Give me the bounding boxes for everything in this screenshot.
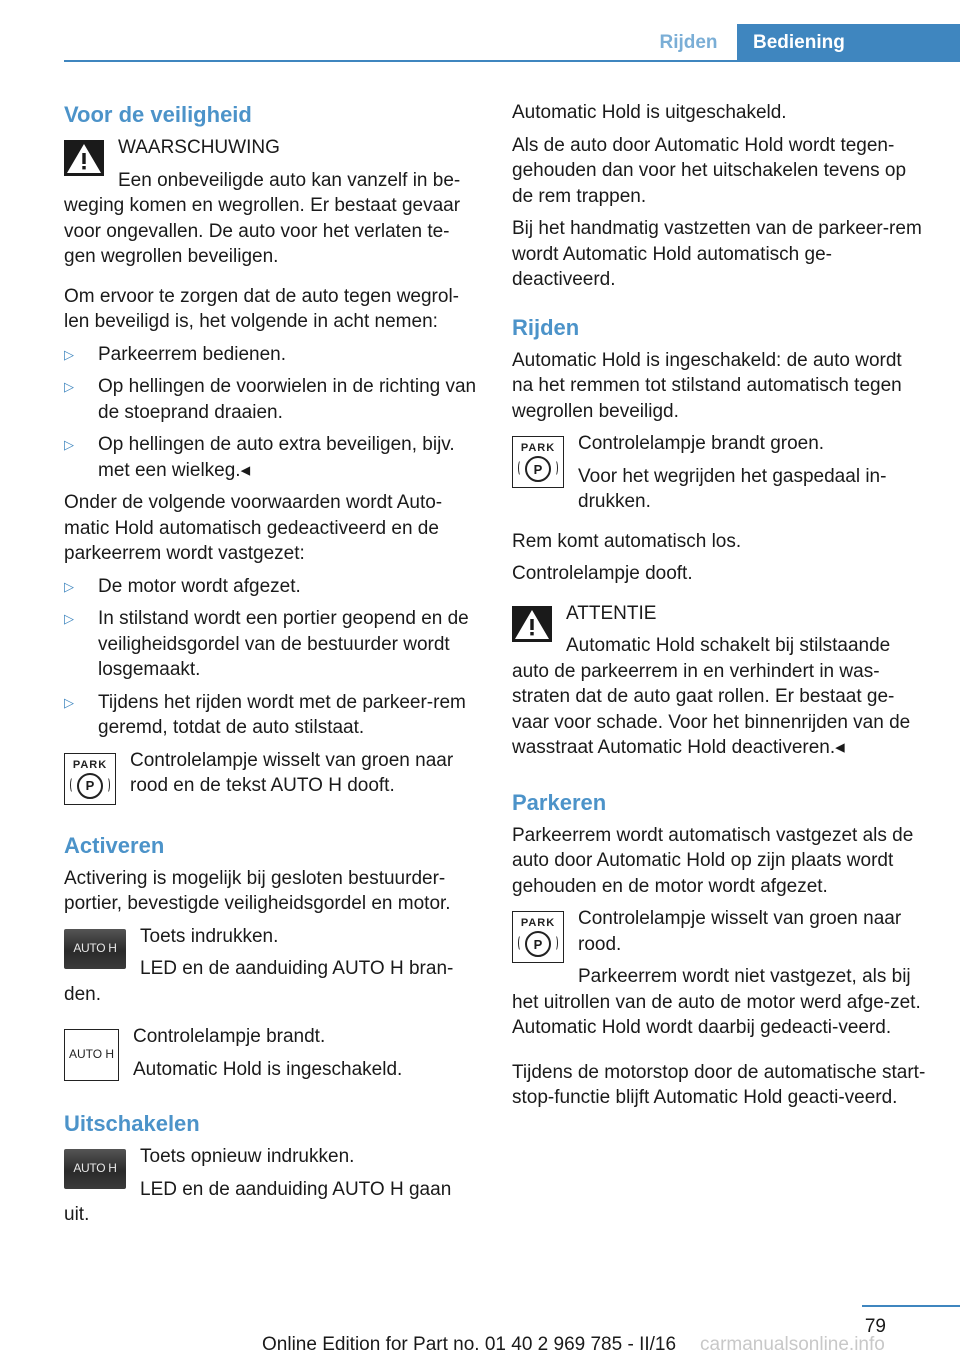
park-lamp-1: Controlelampje wisselt van groen naar rood. bbox=[578, 908, 902, 955]
lamp-switch-block bbox=[64, 748, 478, 811]
chapter-tab: Rijden bbox=[659, 32, 718, 53]
auto-h-button-icon: AUTO H bbox=[64, 929, 126, 969]
bullet-icon: ▷ bbox=[64, 346, 74, 362]
measures-list bbox=[64, 342, 478, 484]
list-item: ▷ In stilstand wordt een portier geopend en de veiligheidsgordel van de bestuurder wordt losgemaakt. bbox=[64, 608, 469, 680]
attention-text: Automatic Hold schakelt bij stilstaande auto de parkeerrem in en verhindert in was-straten dat de auto gaat rollen. Er bestaat ge-vaar voor schade. Voor het binnenrijden van de wasstraat Automatic Hold deactiveren.◂ bbox=[512, 635, 911, 758]
park-brake-lamp-icon: PARK P bbox=[512, 436, 564, 488]
conditions-intro: Onder de volgende voorwaarden wordt Auto-matic Hold automatisch gedeactiveerd en de parkeerrem wordt vastgezet: bbox=[64, 492, 443, 564]
list-item: ▷ Op hellingen de auto extra beveiligen, bijv. met een wielkeg.◂ bbox=[64, 434, 455, 481]
park-brake-lamp-icon: PARK P bbox=[64, 753, 116, 805]
activate-intro: Activering is mogelijk bij gesloten bestuurder-portier, bevestigde veiligheidsgordel en motor. bbox=[64, 867, 451, 914]
off-hold-text: Als de auto door Automatic Hold wordt tegen-gehouden dan voor het uitschakelen tevens op de rem trappen. bbox=[512, 134, 907, 207]
conditions-list bbox=[64, 574, 478, 741]
park-text: Parkeerrem wordt automatisch vastgezet als de auto door Automatic Hold op zijn plaats wordt gehouden en de motor wordt afgezet. bbox=[512, 824, 914, 897]
heading-activate: Activeren bbox=[64, 832, 165, 858]
release-text: Rem komt automatisch los. bbox=[512, 530, 742, 552]
drive-lamp-block bbox=[512, 431, 928, 522]
heading-drive: Rijden bbox=[512, 314, 580, 340]
off-state-text: Automatic Hold is uitgeschakeld. bbox=[512, 102, 787, 123]
warning-title: WAARSCHUWING bbox=[118, 137, 280, 158]
activate-step-2: LED en de aanduiding AUTO H bran-den. bbox=[64, 958, 454, 1005]
measures-intro: Om ervoor te zorgen dat de auto tegen wegrol-len beveiligd is, het volgende in acht nemen: bbox=[64, 285, 460, 332]
footer-rule bbox=[862, 1305, 960, 1307]
off-step-1: Toets opnieuw indrukken. bbox=[140, 1146, 355, 1167]
lamp-off-text: Controlelampje dooft. bbox=[512, 563, 693, 584]
park-lamp-block bbox=[512, 906, 928, 1048]
list-item: ▷ De motor wordt afgezet. bbox=[64, 574, 478, 600]
list-item: ▷ Parkeerrem bedienen. bbox=[64, 342, 478, 368]
bullet-icon: ▷ bbox=[64, 578, 74, 594]
auto-h-lamp-icon: AUTO H bbox=[64, 1029, 119, 1081]
park-brake-lamp-icon: PARK P bbox=[512, 911, 564, 963]
activate-lamp-2: Automatic Hold is ingeschakeld. bbox=[133, 1058, 403, 1080]
activate-step-block bbox=[64, 924, 478, 1015]
header-rule bbox=[64, 60, 960, 62]
bullet-icon: ▷ bbox=[64, 694, 74, 710]
watermark-text: carmanualsonline.info bbox=[700, 1334, 885, 1355]
manual-text: Bij het handmatig vastzetten van de parkeer-rem wordt Automatic Hold automatisch ge-deactiveerd. bbox=[512, 218, 922, 290]
drive-text: Automatic Hold is ingeschakeld: de auto wordt na het remmen tot stilstand automatisch tegen wegrollen beveiligd. bbox=[512, 349, 902, 422]
off-step-block bbox=[64, 1144, 478, 1235]
warning-triangle-icon bbox=[64, 140, 104, 176]
bullet-icon: ▷ bbox=[64, 437, 74, 452]
start-stop-text: Tijdens de motorstop door de automatische start-stop-functie blijft Automatic Hold geacti-veerd. bbox=[512, 1061, 926, 1108]
activate-step-1: Toets indrukken. bbox=[140, 925, 279, 947]
edition-text: Online Edition for Part no. 01 40 2 969 785 - II/16 bbox=[262, 1334, 677, 1355]
drive-lamp-2: Voor het wegrijden het gaspedaal in-drukken. bbox=[578, 465, 887, 512]
attention-block bbox=[512, 601, 928, 768]
list-item: ▷ Op hellingen de voorwielen in de richting van de stoeprand draaien. bbox=[64, 376, 477, 423]
right-column bbox=[512, 100, 928, 1118]
off-step-2: LED en de aanduiding AUTO H gaan uit. bbox=[64, 1178, 452, 1225]
heading-park: Parkeren bbox=[512, 789, 607, 815]
heading-switch-off: Uitschakelen bbox=[64, 1111, 200, 1136]
activate-lamp-block bbox=[64, 1024, 478, 1089]
left-column bbox=[64, 100, 478, 1242]
drive-lamp-1: Controlelampje brandt groen. bbox=[578, 433, 825, 454]
warning-triangle-icon bbox=[512, 606, 552, 642]
section-tab: Bediening bbox=[737, 24, 960, 62]
list-item: ▷ Tijdens het rijden wordt met de parkeer-rem geremd, totdat de auto stilstaat. bbox=[64, 691, 466, 738]
heading-safety: Voor de veiligheid bbox=[64, 102, 252, 127]
auto-h-button-icon: AUTO H bbox=[64, 1149, 126, 1189]
lamp-switch-text: Controlelampje wisselt van groen naar rood en de tekst AUTO H dooft. bbox=[130, 749, 454, 796]
activate-lamp-1: Controlelampje brandt. bbox=[133, 1026, 326, 1047]
warning-block bbox=[64, 135, 478, 277]
bullet-icon: ▷ bbox=[64, 379, 74, 394]
page-number: 79 bbox=[864, 1316, 886, 1337]
attention-title: ATTENTIE bbox=[566, 602, 657, 624]
bullet-icon: ▷ bbox=[64, 611, 74, 626]
warning-text: Een onbeveiligde auto kan vanzelf in be-weging komen en wegrollen. Er bestaat gevaar voor ongevallen. De auto voor het verlaten te-gen wegrollen beveiligen. bbox=[64, 169, 461, 267]
park-lamp-2: Parkeerrem wordt niet vastgezet, als bij het uitrollen van de auto de motor werd afge-zet. Automatic Hold wordt daarbij gedeacti-veerd. bbox=[512, 966, 921, 1038]
